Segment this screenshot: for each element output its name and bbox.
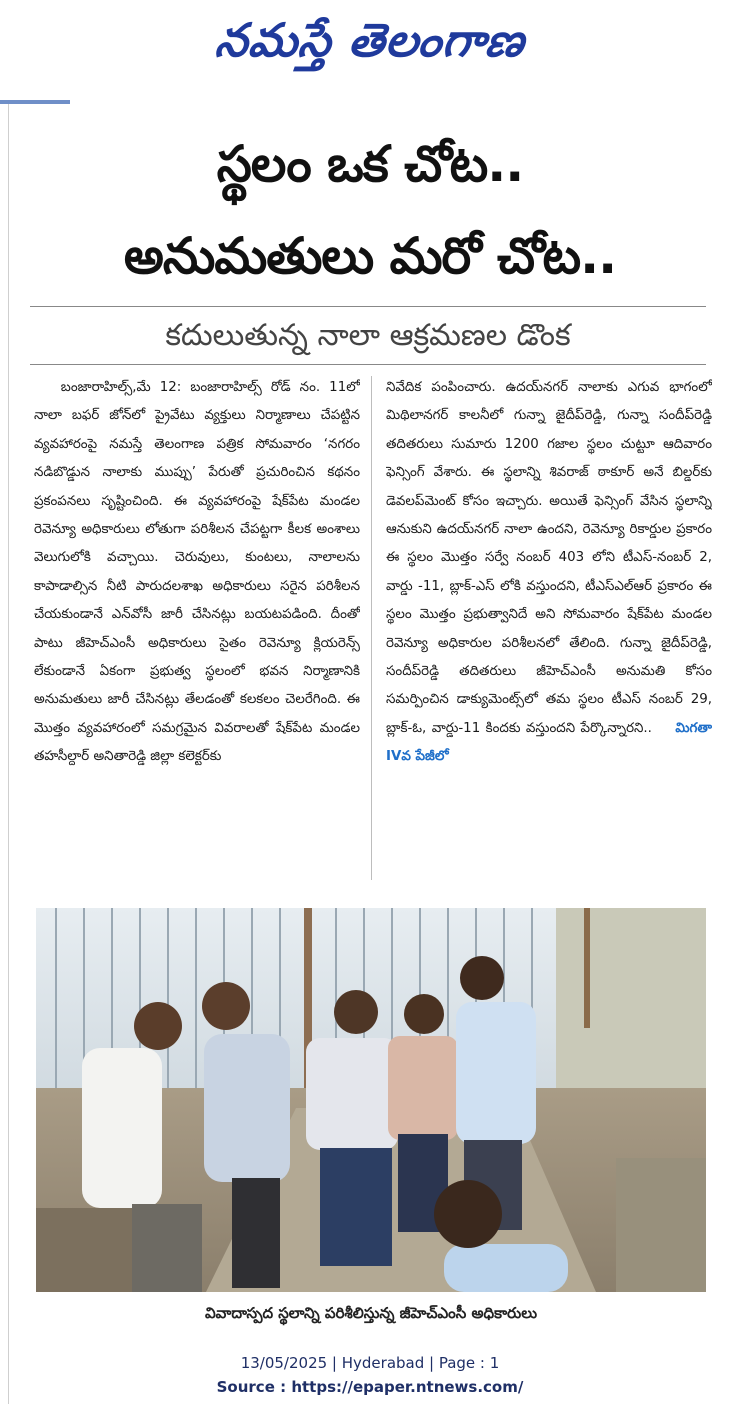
news-photo (36, 908, 706, 1292)
article-column-right (386, 374, 712, 886)
masthead-rule (0, 100, 70, 104)
subheadline: కదులుతున్న నాలా ఆక్రమణల డొంక (165, 318, 571, 353)
newspaper-logo: నమస్తే తెలంగాణ (213, 13, 529, 67)
headline-line-2: అనుమతులు మరో చోట.. (123, 227, 617, 285)
masthead (0, 0, 740, 92)
article-column-right-text: నివేదిక పంపించారు. ఉదయ్‌నగర్ నాలాకు ఎగువ భాగంలో మిథిలానగర్ కాలనీలో గున్నా జైదీప్‌రెడ్డి, గున్నా సందీప్‌రెడ్డి తదితరులు సుమారు 1200 గజాల స్థలం చుట్టూ ఆదివారం ఫెన్సింగ్ వేశారు. ఈ స్థలాన్ని శివరాజ్ ఠాకూర్ అనే బిల్డర్‌కు డెవలప్‌మెంట్ కోసం ఇచ్చారు. అయితే ఫెన్సింగ్ వేసిన స్థలాన్ని ఆనుకుని ఉదయ్‌నగర్ నాలా ఉందని, రెవెన్యూ రికార్డుల ప్రకారం ఈ స్థలం మొత్తం సర్వే నంబర్ 403 లోని టీఎస్-నంబర్ 2, వార్డు -11, బ్లాక్-ఎస్ లోకి వస్తుందని, టీఎస్‌ఎల్‌ఆర్ ప్రకారం ఈ స్థలం మొత్తం ప్రభుత్వానిదే అని సోమవారం షేక్‌పేట మండల రెవెన్యూ అధికారుల పరిశీలనలో తేలింది. గున్నా జైదీప్‌రెడ్డి, సందీప్‌రెడ్డి తదితరులు జీహెచ్‌ఎంసీ అనుమతి కోసం సమర్పించిన డాక్యుమెంట్స్‌లో తమ స్థలం టీఎస్ నంబర్ 29, బ్లాక్-ఓ, వార్డు-11 కిందకు వస్తుందని పేర్కొన్నారని.. (386, 380, 712, 736)
clipping-border (8, 104, 9, 1404)
subheadline-rule-bottom (30, 364, 706, 365)
article-column-left: బంజారాహిల్స్,మే 12: బంజారాహిల్స్ రోడ్ నం. 11లో నాలా బఫర్ జోన్‌లో ప్రైవేటు వ్యక్తులు నిర్మాణాలు చేపట్టిన వ్యవహారంపై నమస్తే తెలంగాణ పత్రిక సోమవారం ‘నగరం నడిబొడ్డున నాలాకు ముప్పు’ పేరుతో ప్రచురించిన కథనం ప్రకంపనలు సృష్టించింది. ఈ వ్యవహారంపై షేక్‌పేట మండల రెవెన్యూ అధికారులు లోతుగా పరిశీలన చేపట్టగా కీలక అంశాలు వెలుగులోకి వచ్చాయి. చెరువులు, కుంటలు, నాలాలను కాపాడాల్సిన నీటి పారుదలశాఖ అధికారులు సరైన పరిశీలన చేయకుండానే ఎన్‌వోసీ జారీ చేసినట్లు బయటపడింది. దీంతో పాటు జీహెచ్‌ఎంసీ అధికారులు సైతం రెవెన్యూ క్లియరెన్స్ లేకుండానే ఏకంగా ప్రభుత్వ స్థలంలో భవన నిర్మాణానికి అనుమతులు జారీ చేసినట్లు తేలడంతో కలకలం చెలరేగింది. ఈ మొత్తం వ్యవహారంలో సమగ్రమైన వివరాలతో షేక్‌పేట మండల తహసీల్దార్ అనితారెడ్డి జిల్లా కలెక్టర్‌కు (34, 380, 360, 765)
continued-on-page-link[interactable]: మిగతా IVవ పేజీలో (386, 720, 712, 765)
footer-source-link[interactable]: Source : https://epaper.ntnews.com/ (216, 1378, 524, 1396)
photo-caption: వివాదాస్పద స్థలాన్ని పరిశీలిస్తున్న జీహెచ్‌ఎంసీ అధికారులు (204, 1304, 538, 1322)
officials-inspection-photo (36, 908, 706, 1292)
footer-date-edition: 13/05/2025 | Hyderabad | Page : 1 (240, 1354, 500, 1372)
subheadline-rule-top (30, 306, 706, 307)
headline-line-1: స్థలం ఒక చోట.. (216, 135, 524, 193)
column-divider (371, 376, 372, 880)
